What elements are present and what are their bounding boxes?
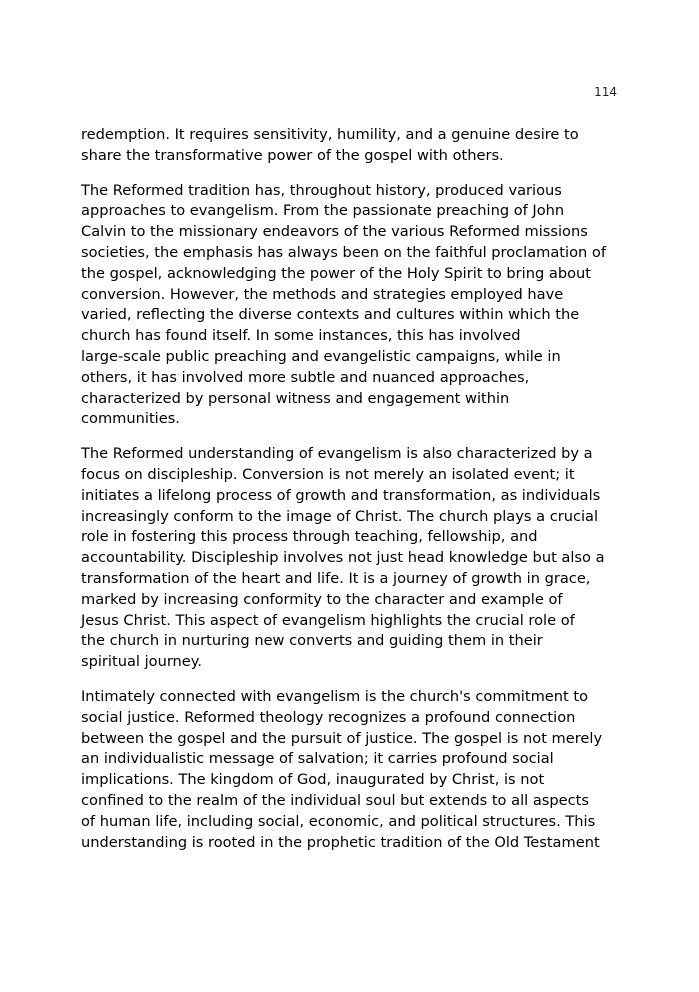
paragraph-2 (81, 181, 621, 431)
text-line: church has found itself. In some instances, this has involved (81, 327, 521, 345)
text-line: varied, reflecting the diverse contexts and cultures within which the (81, 306, 580, 324)
text-line: conversion. However, the methods and strategies employed have (81, 285, 564, 303)
text-line: others, it has involved more subtle and nuanced approaches, (81, 368, 530, 386)
text-line: role in fostering this process through teaching, fellowship, and (81, 528, 538, 546)
paragraph-4 (81, 687, 621, 853)
text-line: an individualistic message of salvation; it carries profound social (81, 750, 554, 768)
text-line: implications. The kingdom of God, inaugurated by Christ, is not (81, 771, 545, 789)
text-line: Jesus Christ. This aspect of evangelism highlights the crucial role of (81, 611, 575, 629)
text-line: The Reformed understanding of evangelism is also characterized by a (81, 445, 593, 463)
text-line: redemption. It requires sensitivity, humility, and a genuine desire to (81, 126, 579, 143)
text-line: spiritual journey. (81, 653, 202, 671)
text-line: marked by increasing conformity to the character and example of (81, 590, 563, 608)
text-line: focus on discipleship. Conversion is not merely an isolated event; it (81, 465, 575, 483)
text-line: of human life, including social, economic, and political structures. This (81, 812, 596, 830)
text-line: between the gospel and the pursuit of justice. The gospel is not merely (81, 729, 603, 747)
text-line: confined to the realm of the individual soul but extends to all aspects (81, 791, 589, 809)
text-line: societies, the emphasis has always been on the faithful proclamation of (81, 243, 606, 261)
text-line: transformation of the heart and life. It is a journey of growth in grace, (81, 569, 591, 587)
page-body (81, 125, 621, 867)
text-line: characterized by personal witness and engagement within (81, 389, 510, 407)
text-line: communities. (81, 410, 180, 428)
text-line: approaches to evangelism. From the passionate preaching of John (81, 202, 565, 220)
paragraph-1 (81, 125, 621, 167)
text-line: the gospel, acknowledging the power of the Holy Spirit to bring about (81, 264, 591, 282)
text-line: large-scale public preaching and evangelistic campaigns, while in (81, 347, 561, 365)
text-line: Intimately connected with evangelism is the church's commitment to (81, 687, 589, 705)
text-line: Calvin to the missionary endeavors of the various Reformed missions (81, 223, 588, 241)
page-number: 114 (594, 85, 617, 99)
text-line: the church in nurturing new converts and guiding them in their (81, 632, 543, 650)
text-line: increasingly conform to the image of Christ. The church plays a crucial (81, 507, 599, 525)
paragraph-3 (81, 444, 621, 673)
text-line: share the transformative power of the gospel with others. (81, 146, 504, 164)
text-line: The Reformed tradition has, throughout history, produced various (81, 181, 562, 199)
text-line: accountability. Discipleship involves not just head knowledge but also a (81, 549, 605, 567)
text-line: initiates a lifelong process of growth and transformation, as individuals (81, 486, 601, 504)
text-line: understanding is rooted in the prophetic tradition of the Old Testament (81, 833, 600, 851)
text-line: social justice. Reformed theology recognizes a profound connection (81, 708, 576, 726)
